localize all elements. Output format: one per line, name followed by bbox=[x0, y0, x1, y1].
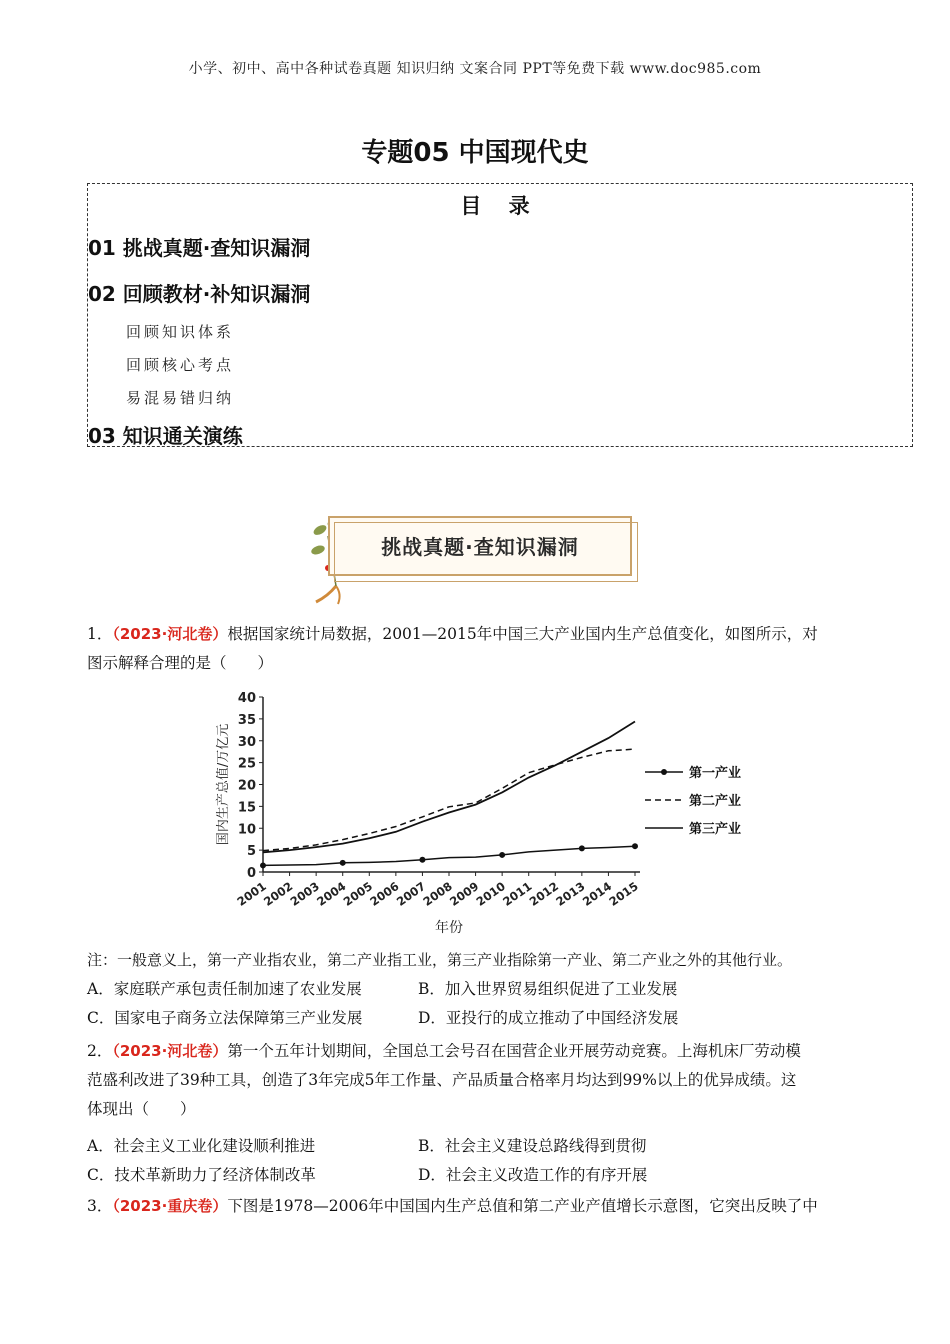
x-tick-label: 2005 bbox=[340, 878, 376, 909]
y-tick-label: 5 bbox=[246, 844, 256, 860]
y-tick-label: 20 bbox=[237, 778, 256, 794]
toc-section[interactable]: 03 知识通关演练 bbox=[88, 424, 243, 448]
banner-title: 挑战真题·查知识漏洞 bbox=[381, 535, 579, 559]
x-tick-label: 2010 bbox=[473, 878, 508, 909]
toc-subsection[interactable]: 易混易错归纳 bbox=[126, 389, 235, 407]
table-of-contents bbox=[87, 183, 913, 447]
series-line-2 bbox=[263, 749, 635, 851]
x-tick-label: 2013 bbox=[553, 878, 588, 909]
chart-svg bbox=[205, 682, 765, 942]
x-tick-label: 2012 bbox=[526, 878, 562, 909]
question-3 bbox=[87, 1192, 887, 1221]
section-banner bbox=[298, 516, 638, 606]
question-source: （2023·重庆卷） bbox=[112, 1197, 228, 1215]
toc-heading: 目 录 bbox=[460, 194, 540, 218]
x-tick-label: 2008 bbox=[420, 878, 455, 909]
toc-section[interactable]: 02 回顾教材·补知识漏洞 bbox=[88, 282, 311, 306]
question-2 bbox=[87, 1037, 887, 1124]
question-number: 3． bbox=[87, 1197, 113, 1215]
question-source: （2023·河北卷） bbox=[112, 1042, 228, 1060]
option-b[interactable]: B．社会主义建设总路线得到贯彻 bbox=[418, 1137, 647, 1155]
option-d[interactable]: D．亚投行的成立推动了中国经济发展 bbox=[418, 1009, 679, 1027]
question-number: 2． bbox=[87, 1042, 113, 1060]
series-line-3 bbox=[263, 722, 635, 853]
x-tick-label: 2011 bbox=[500, 878, 535, 909]
question-text: 下图是1978—2006年中国国内生产总值和第二产业产值增长示意图，它突出反映了中 bbox=[227, 1197, 818, 1215]
question-text: 范盛利改进了39种工具，创造了3年完成5年工作量、产品质量合格率月均达到99%以上的优异成绩。这 bbox=[87, 1071, 797, 1089]
legend-label: 第二产业 bbox=[689, 794, 742, 809]
y-tick-label: 40 bbox=[237, 691, 256, 706]
toc-section[interactable]: 01 挑战真题·查知识漏洞 bbox=[88, 236, 311, 260]
y-tick-label: 10 bbox=[237, 822, 256, 838]
question-source: （2023·河北卷） bbox=[112, 625, 228, 643]
series-point bbox=[260, 862, 266, 868]
series-point bbox=[632, 843, 638, 849]
series-point bbox=[579, 845, 585, 851]
x-tick-label: 2007 bbox=[393, 878, 429, 909]
legend-label: 第一产业 bbox=[689, 766, 742, 781]
x-tick-label: 2006 bbox=[367, 878, 402, 909]
y-tick-label: 35 bbox=[237, 712, 256, 728]
option-a[interactable]: A．社会主义工业化建设顺利推进 bbox=[87, 1137, 316, 1155]
series-point bbox=[419, 857, 425, 863]
y-tick-label: 25 bbox=[237, 756, 256, 772]
page-header: 小学、初中、高中各种试卷真题 知识归纳 文案合同 PPT等免费下载 www.doc985.com bbox=[188, 61, 762, 77]
question-text: 第一个五年计划期间，全国总工会号召在国营企业开展劳动竞赛。上海机床厂劳动模 bbox=[227, 1042, 801, 1060]
x-tick-label: 2014 bbox=[579, 878, 615, 909]
series-point bbox=[340, 860, 346, 866]
x-tick-label: 2002 bbox=[261, 878, 296, 909]
option-c[interactable]: C．技术革新助力了经济体制改革 bbox=[87, 1166, 316, 1184]
option-b[interactable]: B．加入世界贸易组织促进了工业发展 bbox=[418, 980, 678, 998]
option-d[interactable]: D．社会主义改造工作的有序开展 bbox=[418, 1166, 648, 1184]
x-tick-label: 2009 bbox=[447, 878, 482, 909]
y-axis-label: 国内生产总值/万亿元 bbox=[216, 723, 231, 846]
page-title: 专题05 中国现代史 bbox=[361, 138, 589, 168]
question-text: 根据国家统计局数据，2001—2015年中国三大产业国内生产总值变化，如图所示，对 bbox=[227, 625, 818, 643]
y-tick-label: 30 bbox=[237, 734, 256, 750]
y-tick-label: 15 bbox=[237, 800, 256, 816]
gdp-line-chart bbox=[205, 682, 765, 942]
y-tick-label: 0 bbox=[246, 866, 256, 881]
question-number: 1． bbox=[87, 625, 113, 643]
option-c[interactable]: C．国家电子商务立法保障第三产业发展 bbox=[87, 1009, 363, 1027]
toc-subsection[interactable]: 回顾知识体系 bbox=[126, 323, 235, 341]
x-tick-label: 2015 bbox=[606, 878, 641, 909]
toc-subsection[interactable]: 回顾核心考点 bbox=[126, 356, 235, 374]
x-tick-label: 2004 bbox=[314, 878, 349, 909]
option-a[interactable]: A．家庭联产承包责任制加速了农业发展 bbox=[87, 980, 362, 998]
series-point bbox=[499, 852, 505, 858]
question-text: 图示解释合理的是（ ） bbox=[87, 654, 274, 672]
x-tick-label: 2003 bbox=[287, 878, 322, 909]
legend-marker bbox=[661, 769, 667, 775]
x-axis-label: 年份 bbox=[435, 920, 463, 936]
question-text: 体现出（ ） bbox=[87, 1100, 196, 1118]
question-1 bbox=[87, 620, 877, 678]
x-tick-label: 2001 bbox=[234, 878, 269, 909]
question-note: 注：一般意义上，第一产业指农业，第二产业指工业，第三产业指除第一产业、第二产业之外的其他行业。 bbox=[87, 951, 793, 969]
legend-label: 第三产业 bbox=[689, 822, 742, 837]
